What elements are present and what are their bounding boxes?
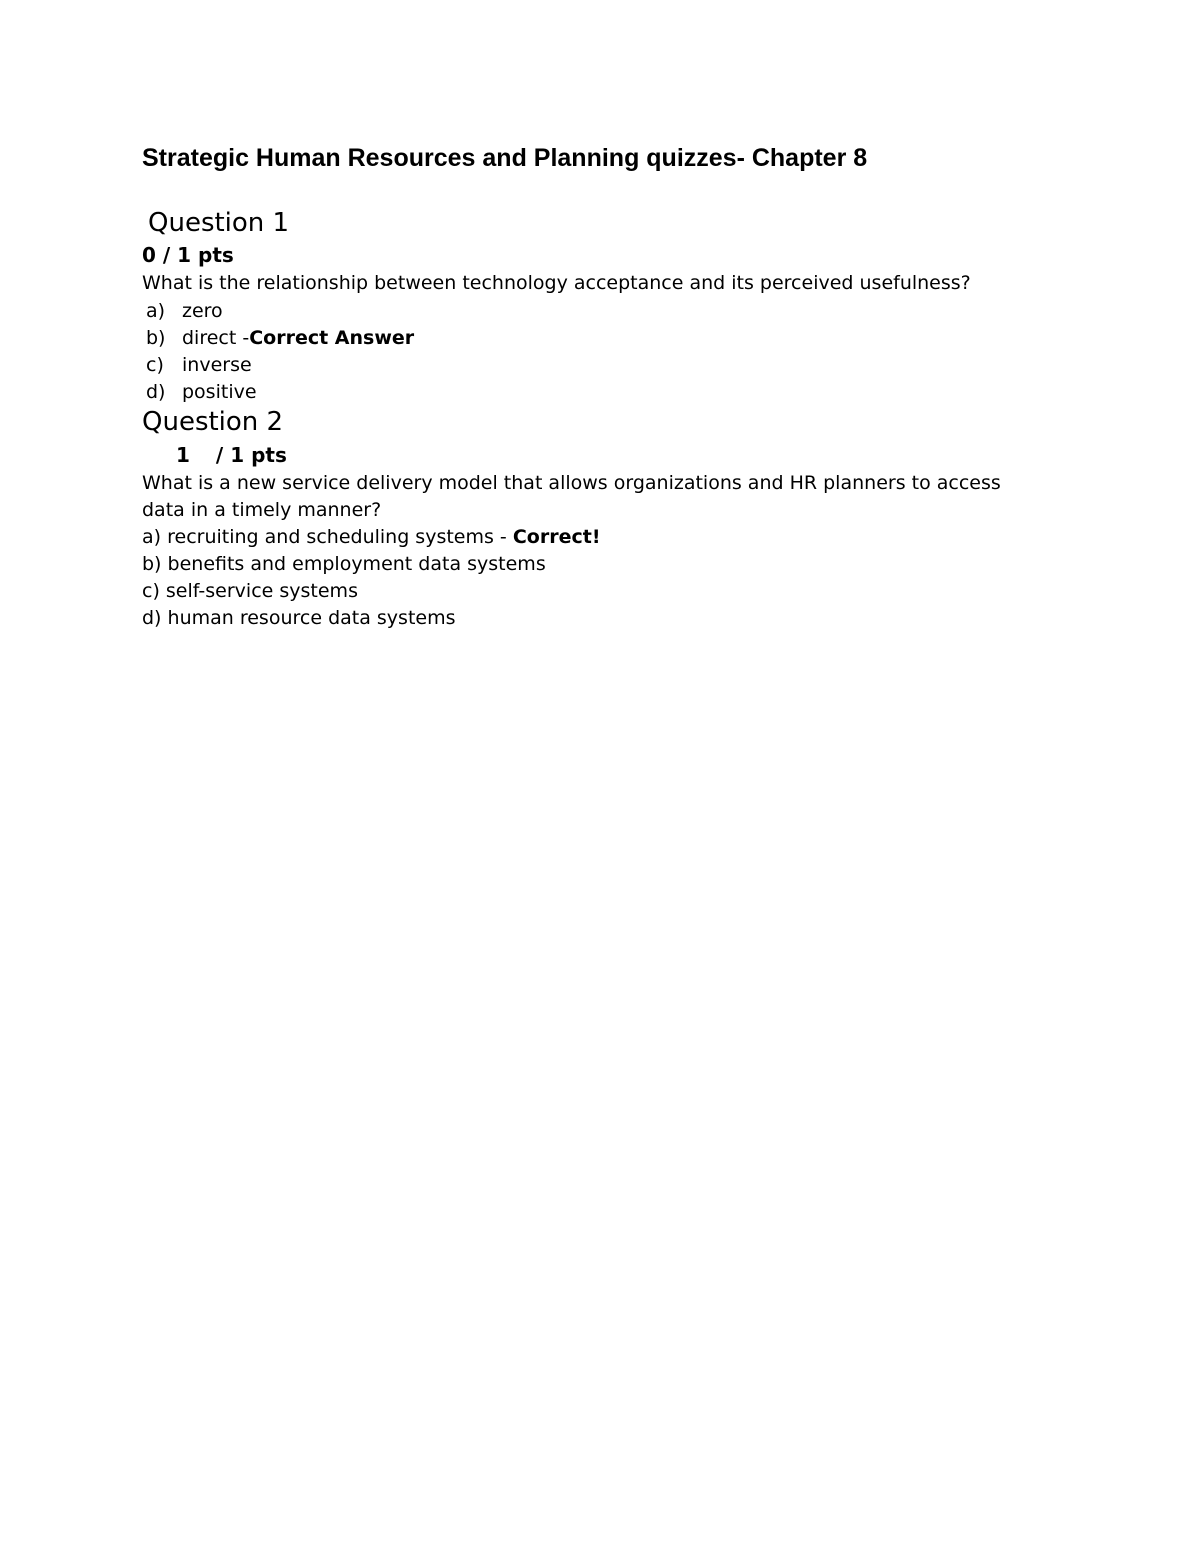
question-1-option-c (146, 352, 414, 379)
option-letter: b) (142, 553, 162, 575)
option-letter: c) (146, 354, 164, 376)
question-1-option-a (146, 298, 414, 325)
question-2-option-b (142, 551, 600, 578)
question-2-option-c (142, 578, 600, 605)
question-2-option-d (142, 605, 600, 632)
option-text: inverse (182, 354, 252, 376)
option-text: recruiting and scheduling systems - (167, 526, 513, 548)
option-text: positive (182, 381, 257, 403)
option-letter: a) (142, 526, 162, 548)
option-letter: d) (142, 607, 162, 629)
question-1-score: 0 / 1 pts (142, 243, 234, 267)
option-letter: c) (142, 580, 160, 602)
option-text: self-service systems (165, 580, 358, 602)
question-2-score (176, 441, 287, 469)
document-title: Strategic Human Resources and Planning quizzes- Chapter 8 (142, 144, 868, 172)
question-2-score-total: / 1 pts (215, 443, 287, 467)
question-1-heading: Question 1 (148, 208, 290, 238)
question-1-option-d (146, 379, 414, 406)
question-2-heading: Question 2 (142, 407, 284, 437)
correct-label: Correct! (512, 526, 601, 548)
question-1-text: What is the relationship between technology acceptance and its perceived usefulness? (142, 272, 971, 294)
question-2-options (142, 524, 600, 632)
option-text: human resource data systems (167, 607, 456, 629)
option-letter: d) (146, 381, 166, 403)
question-2-option-a (142, 524, 600, 551)
option-letter: a) (146, 300, 166, 322)
option-text: direct - (182, 327, 250, 349)
question-1-option-b (146, 325, 414, 352)
question-1-options (146, 298, 414, 406)
option-text: benefits and employment data systems (167, 553, 546, 575)
option-text: zero (182, 300, 223, 322)
question-2-text: What is a new service delivery model that allows organizations and HR planners to access data in a timely manner? (142, 472, 1001, 521)
option-letter: b) (146, 327, 166, 349)
question-2-score-earned: 1 (176, 443, 190, 467)
correct-answer-label: Correct Answer (249, 327, 415, 349)
